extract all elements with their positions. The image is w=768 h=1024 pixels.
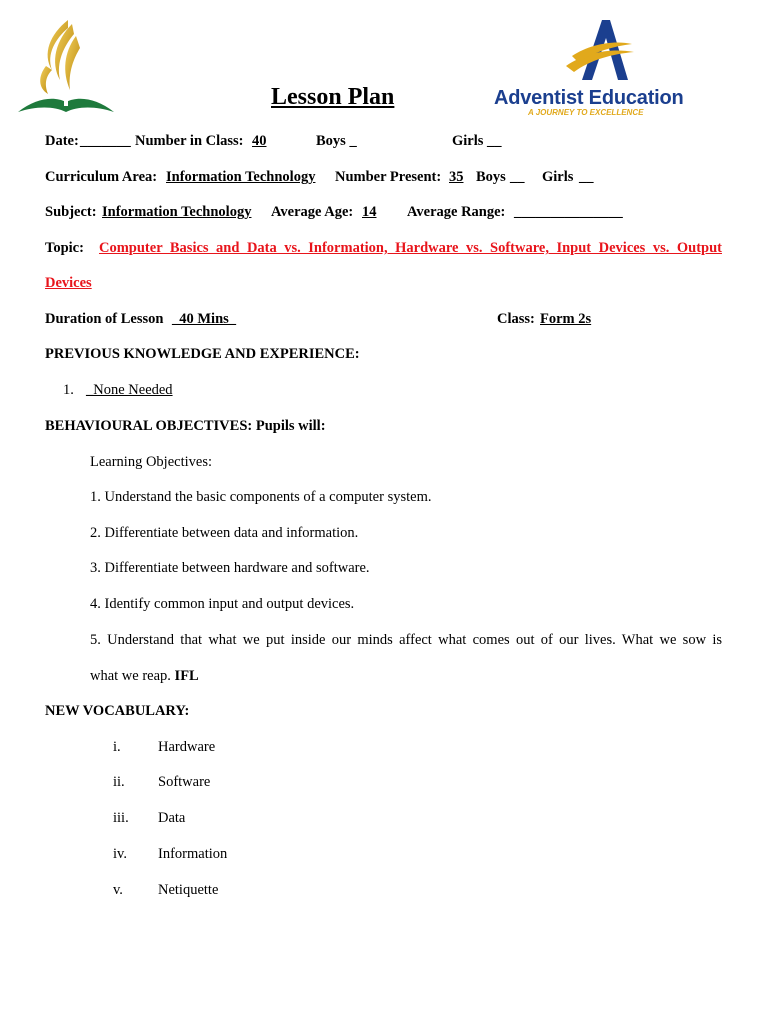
previous-knowledge-number: 1. bbox=[63, 382, 74, 398]
brand-name: Adventist Education bbox=[494, 87, 684, 109]
number-in-class-label: Number in Class: bbox=[135, 133, 244, 149]
objective-item: 1. Understand the basic components of a computer system. bbox=[90, 489, 432, 505]
duration-label: Duration of Lesson bbox=[45, 311, 164, 327]
average-age-label: Average Age: bbox=[271, 204, 354, 220]
vocab-term: Data bbox=[158, 810, 186, 826]
church-logo-icon bbox=[16, 14, 116, 116]
vocab-term: Hardware bbox=[158, 739, 216, 755]
number-in-class-value: 40 bbox=[252, 133, 267, 149]
vocab-number: ii. bbox=[113, 774, 125, 790]
class-value: Form 2s bbox=[540, 311, 592, 327]
curriculum-area-value: Information Technology bbox=[166, 169, 316, 185]
girls-label-row1: Girls __ bbox=[452, 133, 502, 149]
girls-value-row2: __ bbox=[579, 169, 594, 185]
duration-value: _40 Mins_ bbox=[172, 311, 237, 327]
average-age-value: 14 bbox=[362, 204, 377, 220]
flame-a-icon bbox=[494, 16, 714, 86]
ifl-tag: IFL bbox=[174, 668, 199, 684]
objective-5-line1: 5. Understand that what we put inside our minds affect what comes out of our lives. What we sow is bbox=[90, 632, 722, 648]
vocab-term: Netiquette bbox=[158, 882, 219, 898]
objective-5-text: what we reap. bbox=[90, 668, 171, 684]
behavioural-objectives-heading: BEHAVIOURAL OBJECTIVES: Pupils will: bbox=[45, 418, 326, 434]
girls-label-row2: Girls bbox=[542, 169, 574, 185]
number-present-value: 35 bbox=[449, 169, 464, 185]
date-value: _______ bbox=[80, 133, 131, 149]
vocab-number: iii. bbox=[113, 810, 129, 826]
previous-knowledge-item: _None Needed bbox=[86, 382, 173, 398]
topic-text-line1: Computer Basics and Data vs. Information, Hardware vs. Software, Input Devices vs. Output bbox=[99, 240, 722, 256]
boys-label-row1: Boys _ bbox=[316, 133, 357, 149]
previous-knowledge-heading: PREVIOUS KNOWLEDGE AND EXPERIENCE: bbox=[45, 346, 360, 362]
boys-label-row2: Boys bbox=[476, 169, 506, 185]
vocab-number: iv. bbox=[113, 846, 127, 862]
learning-objectives-intro: Learning Objectives: bbox=[90, 454, 212, 470]
adventist-education-logo bbox=[494, 16, 714, 120]
topic-text-line2: Devices bbox=[45, 275, 92, 291]
objective-item: 3. Differentiate between hardware and software. bbox=[90, 560, 370, 576]
subject-value: Information Technology bbox=[102, 204, 252, 220]
average-range-label: Average Range: bbox=[407, 204, 506, 220]
objective-5-line2 bbox=[90, 667, 199, 685]
vocab-number: i. bbox=[113, 739, 121, 755]
objective-item: 4. Identify common input and output devices. bbox=[90, 596, 355, 612]
vocab-number: v. bbox=[113, 882, 123, 898]
page-title: Lesson Plan bbox=[271, 84, 395, 110]
brand-tagline: A JOURNEY TO EXCELLENCE bbox=[528, 108, 644, 117]
objective-item: 2. Differentiate between data and information. bbox=[90, 525, 359, 541]
subject-label: Subject: bbox=[45, 204, 97, 220]
new-vocabulary-heading: NEW VOCABULARY: bbox=[45, 703, 190, 719]
date-label: Date: bbox=[45, 133, 79, 149]
topic-label: Topic: bbox=[45, 240, 84, 256]
class-label: Class: bbox=[497, 311, 535, 327]
boys-value-row2: __ bbox=[510, 169, 525, 185]
average-range-value: _______________ bbox=[514, 204, 623, 220]
curriculum-area-label: Curriculum Area: bbox=[45, 169, 158, 185]
number-present-label: Number Present: bbox=[335, 169, 442, 185]
vocab-term: Software bbox=[158, 774, 211, 790]
vocab-term: Information bbox=[158, 846, 228, 862]
